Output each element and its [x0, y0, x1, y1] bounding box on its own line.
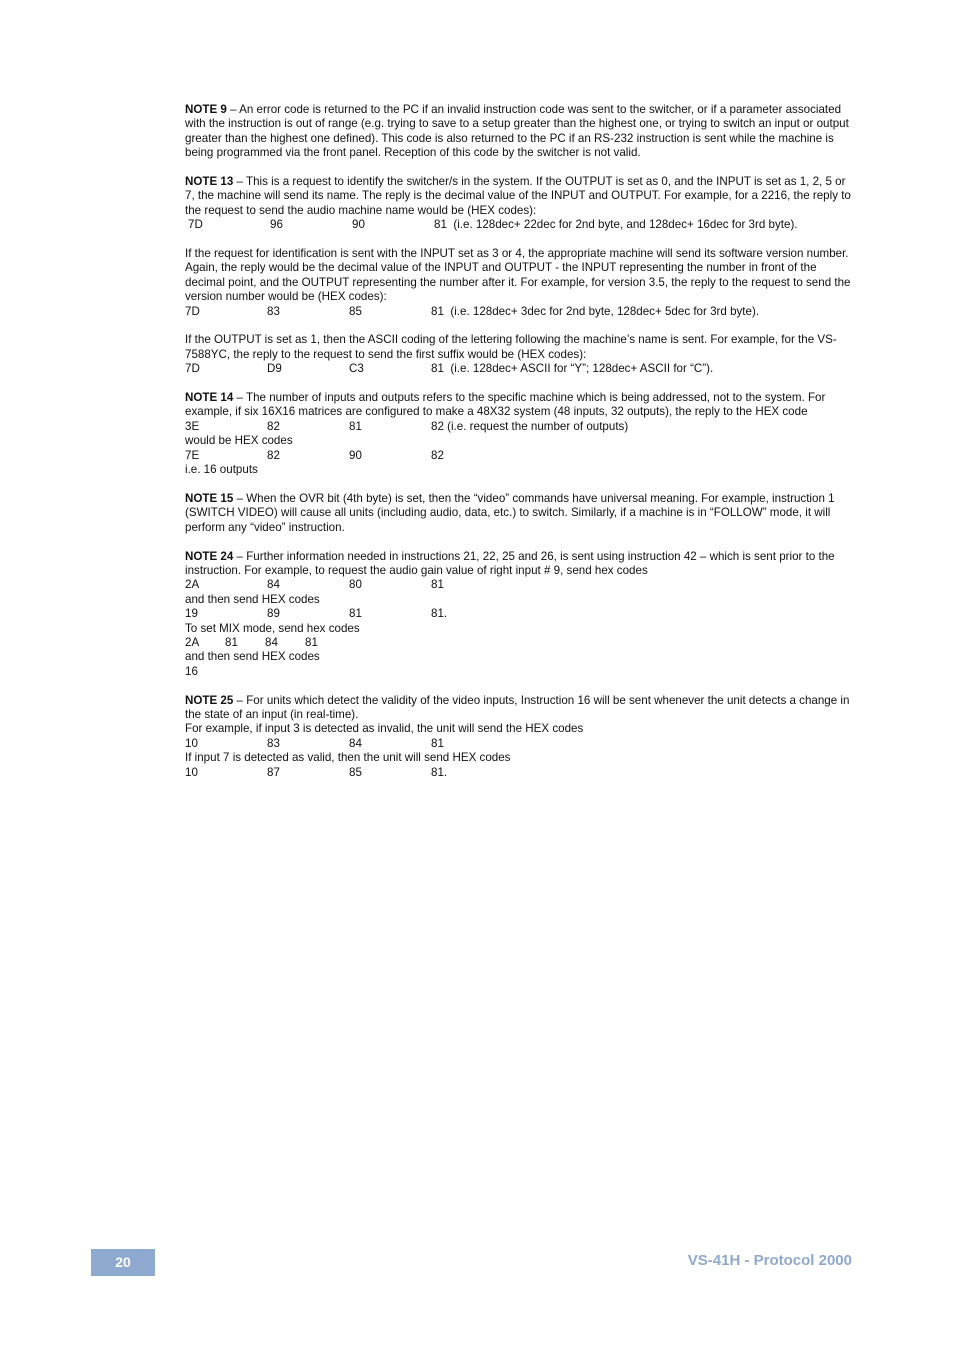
note-line: i.e. 16 outputs	[185, 463, 258, 477]
note-9	[185, 103, 853, 161]
hex-cell: 19	[185, 607, 198, 621]
hex-cell: 81.	[431, 765, 448, 779]
hex-cell: 81 (i.e. 128dec+ 3dec for 2nd byte, 128dec+ 5dec for 3rd byte).	[431, 304, 760, 318]
hex-cell: 84	[265, 635, 278, 649]
note-label: NOTE 9	[185, 103, 227, 116]
hex-cell: 82	[267, 419, 280, 433]
note-14	[185, 391, 853, 477]
hex-row	[185, 578, 853, 592]
note-text: – This is a request to identify the switcher/s in the system. If the OUTPUT is set as 0, and the INPUT is set as 1, 2, 5 or 7, the machine will send its name. The reply is the decimal value of the INPUT and OUTPUT. For example, for a 2216, the reply to the request to send the audio machine name would be (HEX codes):	[185, 175, 851, 217]
hex-cell: 90	[349, 448, 362, 462]
note-24	[185, 550, 853, 680]
hex-cell: 84	[349, 736, 362, 750]
note-line: 16	[185, 664, 198, 678]
note-13	[185, 175, 853, 377]
hex-row	[185, 636, 853, 650]
hex-cell: 82 (i.e. request the number of outputs)	[431, 419, 629, 433]
hex-cell: 81	[225, 635, 238, 649]
page-number-badge	[91, 1249, 155, 1276]
hex-cell: 81 (i.e. 128dec+ ASCII for “Y”; 128dec+ ASCII for “C”).	[431, 362, 714, 376]
note-label: NOTE 13	[185, 175, 234, 189]
hex-cell: 2A	[185, 635, 200, 649]
hex-cell: 2A	[185, 578, 200, 592]
note-label: NOTE 24	[185, 549, 234, 563]
note-paragraph: If the OUTPUT is set as 1, then the ASCII coding of the lettering following the machine’s name is sent. For example, for the VS-7588YC, the reply to the request to send the first suffix would be (HEX codes):	[185, 333, 837, 361]
footer-title: VS-41H - Protocol 2000	[687, 1252, 852, 1269]
note-line: and then send HEX codes	[185, 650, 320, 664]
document-body	[185, 103, 853, 794]
hex-cell: 80	[349, 578, 362, 592]
hex-cell: 81	[431, 736, 444, 750]
hex-cell: 3E	[185, 419, 200, 433]
hex-cell: 82	[431, 448, 444, 462]
note-text: – When the OVR bit (4th byte) is set, then the “video” commands have universal meaning. For example, instruction 1 (SWITCH VIDEO) will cause all units (including audio, data, etc.) to switch. Similarly, if a machine is in “FOLLOW” mode, it will perform any “video” instruction.	[185, 491, 835, 534]
hex-row	[185, 218, 853, 232]
hex-row	[185, 362, 853, 376]
hex-cell: 81	[431, 578, 444, 592]
hex-cell: 83	[267, 304, 280, 318]
hex-cell: 10	[185, 765, 198, 779]
hex-row	[185, 449, 853, 463]
hex-cell: 96	[270, 218, 283, 232]
hex-cell: 81.	[431, 607, 448, 621]
note-label: NOTE 25	[185, 693, 234, 707]
hex-row	[185, 420, 853, 434]
note-label: NOTE 15	[185, 491, 234, 505]
note-paragraph: If the request for identification is sent with the INPUT set as 3 or 4, the appropriate machine will send its software version number. Again, the reply would be the decimal value of the INPUT and OUTPUT - the INPUT representing the number in front of the decimal point, and the OUTPUT representing the number after it. For example, for version 3.5, the reply to the request to send the version number would be (HEX codes):	[185, 247, 851, 304]
note-text: – Further information needed in instructions 21, 22, 25 and 26, is sent using instruction 42 – which is sent prior to the instruction. For example, to request the audio gain value of right input # 9, send hex codes	[185, 549, 835, 577]
note-line: For example, if input 3 is detected as invalid, the unit will send the HEX codes	[185, 722, 584, 736]
hex-row	[185, 607, 853, 621]
hex-cell: 81	[305, 635, 318, 649]
hex-cell: 7D	[185, 362, 200, 376]
note-15	[185, 492, 853, 535]
hex-cell: 7D	[185, 304, 200, 318]
hex-cell: 10	[185, 736, 198, 750]
note-line: If input 7 is detected as valid, then the unit will send HEX codes	[185, 751, 511, 765]
hex-cell: 85	[349, 304, 362, 318]
page-number: 20	[115, 1254, 131, 1271]
hex-cell: 81	[349, 419, 362, 433]
hex-cell: 83	[267, 736, 280, 750]
hex-cell: D9	[267, 362, 282, 376]
hex-cell: 90	[352, 218, 365, 232]
hex-cell: 81	[349, 607, 362, 621]
hex-cell: 81 (i.e. 128dec+ 22dec for 2nd byte, and 128dec+ 16dec for 3rd byte).	[434, 218, 798, 232]
note-25	[185, 694, 853, 780]
hex-cell: C3	[349, 362, 364, 376]
note-line: To set MIX mode, send hex codes	[185, 621, 360, 635]
note-text: – For units which detect the validity of the video inputs, Instruction 16 will be sent whenever the unit detects a change in the state of an input (in real-time).	[185, 693, 850, 721]
hex-cell: 7E	[185, 448, 200, 462]
hex-cell: 84	[267, 578, 280, 592]
hex-cell: 82	[267, 448, 280, 462]
hex-cell: 85	[349, 765, 362, 779]
note-line: would be HEX codes	[185, 434, 293, 448]
note-line: and then send HEX codes	[185, 592, 320, 606]
hex-cell: 87	[267, 765, 280, 779]
hex-row	[185, 305, 853, 319]
hex-cell: 7D	[188, 218, 203, 232]
note-text: – The number of inputs and outputs refers to the specific machine which is being addressed, not to the system. For example, if six 16X16 matrices are configured to make a 48X32 system (48 inputs, 32 outputs), the reply to the HEX code	[185, 391, 826, 419]
hex-row	[185, 737, 853, 751]
note-label: NOTE 14	[185, 391, 234, 405]
note-text: – An error code is returned to the PC if an invalid instruction code was sent to the switcher, or if a parameter associated with the instruction is out of range (e.g. trying to save to a setup greater than the highest one, or trying to switch an input or output greater than the highest one defined). This code is also returned to the PC if an RS-232 instruction is sent while the machine is being programmed via the front panel. Reception of this code by the switcher is not valid.	[185, 103, 849, 160]
hex-cell: 89	[267, 607, 280, 621]
hex-row	[185, 766, 853, 780]
